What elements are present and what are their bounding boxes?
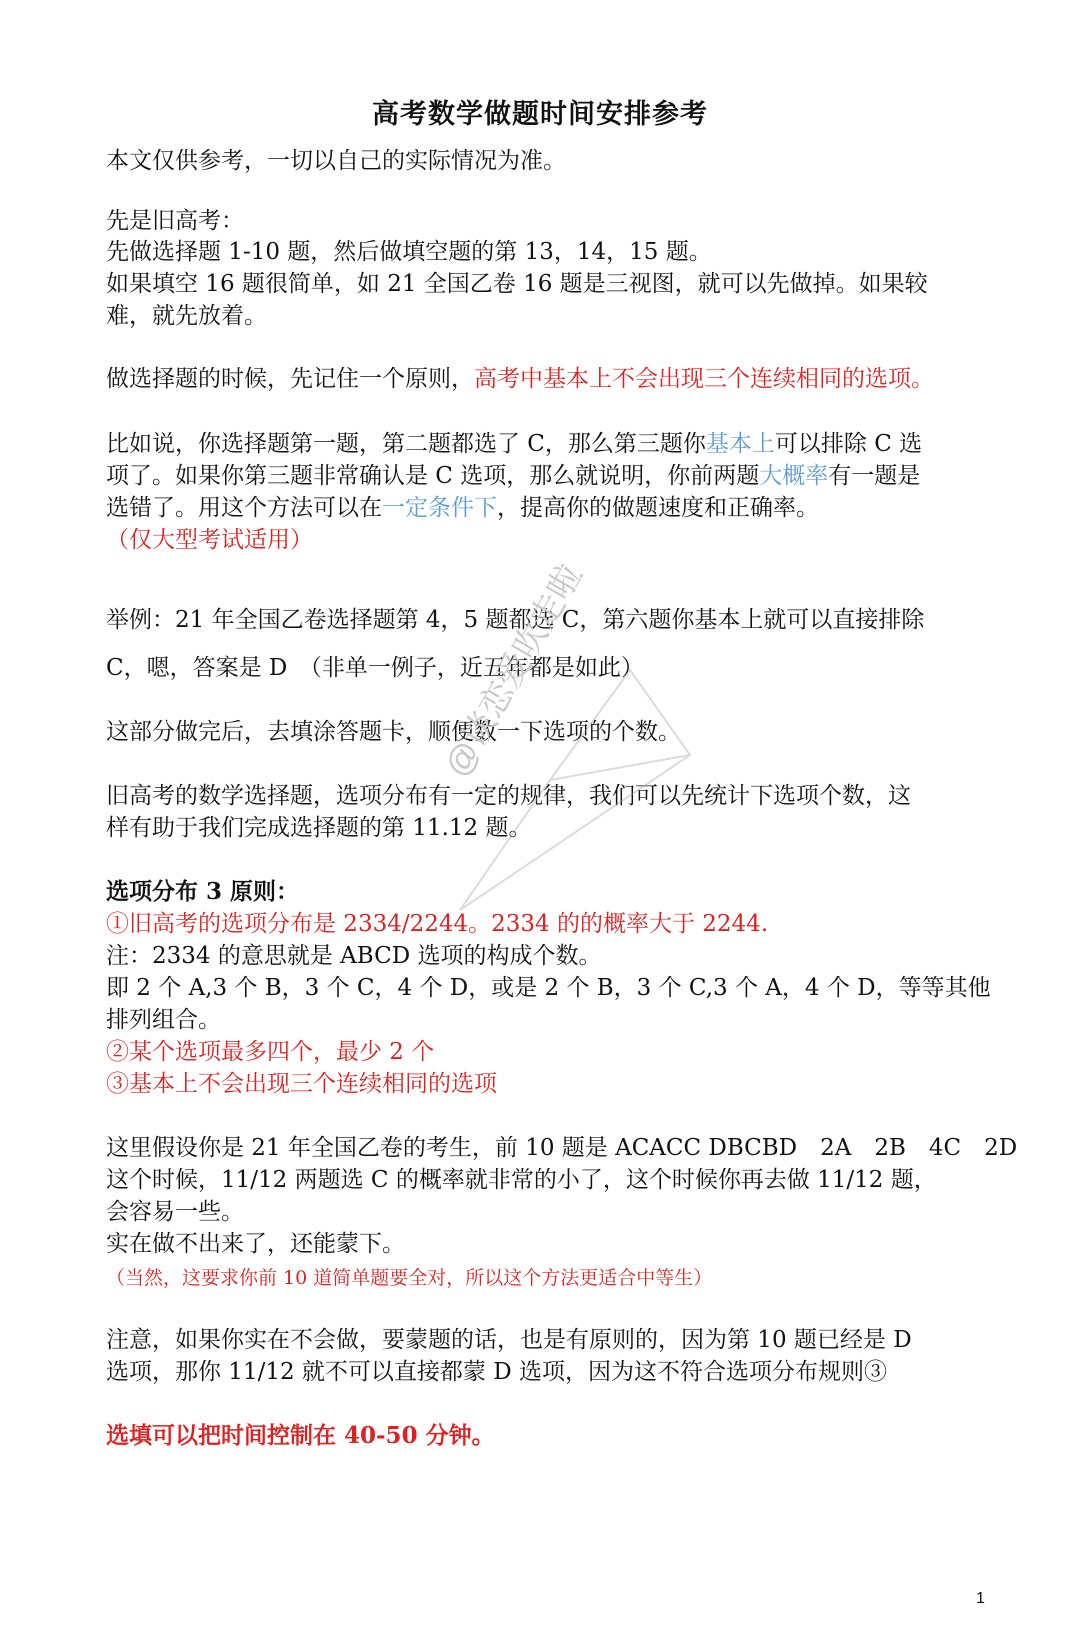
paragraph-8-line-2: 选项，那你 11/12 就不可以直接都蒙 D 选项，因为这不符合选项分布规则③	[106, 1359, 887, 1385]
section-old-heading: 先是旧高考：	[106, 208, 244, 234]
principle-highlight: 高考中基本上不会出现三个连续相同的选项。	[474, 366, 934, 392]
principle-line	[106, 363, 934, 395]
page-number: 1	[976, 1590, 985, 1607]
watermark-text: @谈恋爱吹走啦	[437, 557, 590, 784]
rule-3: ③基本上不会出现三个连续相同的选项	[106, 1071, 497, 1097]
principle-intro: 做选择题的时候，先记住一个原则，	[106, 366, 474, 392]
paragraph-6-line-1: 旧高考的数学选择题，选项分布有一定的规律，我们可以先统计下选项个数，这	[106, 783, 911, 809]
paragraph-7-note: （当然，这要求你前 10 道简单题要全对，所以这个方法更适合中等生）	[106, 1267, 713, 1289]
intro-text: 本文仅供参考，一切以自己的实际情况为准。	[106, 148, 566, 174]
paragraph-5: 这部分做完后，去填涂答题卡，顺便数一下选项的个数。	[106, 719, 681, 745]
p4-l2-text-b: 有一题是	[828, 463, 921, 489]
p4-l3-highlight: 一定条件下	[382, 495, 497, 521]
p4-l3-text-b: ，提高你的做题速度和正确率。	[497, 495, 819, 521]
paragraph-8-line-1: 注意，如果你实在不会做，要蒙题的话，也是有原则的，因为第 10 题已经是 D	[106, 1327, 912, 1353]
example-line-1: 举例：21 年全国乙卷选择题第 4，5 题都选 C，第六题你基本上就可以直接排除	[106, 607, 925, 633]
paragraph-4-line-2	[106, 460, 920, 492]
paragraph-7-line-4: 实在做不出来了，还能蒙下。	[106, 1231, 405, 1257]
paragraph-7-line-2: 这个时候，11/12 两题选 C 的概率就非常的小了，这个时候你再去做 11/12 题，	[106, 1167, 937, 1193]
p4-l2-text-a: 项了。如果你第三题非常确认是 C 选项，那么就说明，你前两题	[106, 463, 760, 489]
note-2-line-2: 排列组合。	[106, 1007, 221, 1033]
p4-l1-text-b: 可以排除 C 选	[774, 431, 923, 457]
paragraph-6-line-2: 样有助于我们完成选择题的第 11.12 题。	[106, 815, 532, 841]
p4-l1-text-a: 比如说，你选择题第一题，第二题都选了 C，那么第三题你	[106, 431, 706, 457]
paragraph-4-line-1	[106, 428, 922, 460]
paragraph-4-note: （仅大型考试适用）	[106, 527, 313, 553]
rules-heading: 选项分布 3 原则：	[106, 878, 300, 905]
paragraph-7-line-1: 这里假设你是 21 年全国乙卷的考生，前 10 题是 ACACC DBCBD 2A 2B 4C 2D	[106, 1135, 1018, 1161]
example-line-2: C，嗯，答案是 D （非单一例子，近五年都是如此）	[106, 655, 644, 681]
note-2-line-1: 即 2 个 A,3 个 B，3 个 C，4 个 D，或是 2 个 B，3 个 C,3 个 A，4 个 D，等等其他	[106, 975, 991, 1001]
paragraph-7-line-3: 会容易一些。	[106, 1199, 244, 1225]
p4-l3-text-a: 选错了。用这个方法可以在	[106, 495, 382, 521]
p4-l2-highlight: 大概率	[759, 463, 829, 489]
document-title: 高考数学做题时间安排参考	[372, 99, 708, 130]
p4-l1-highlight: 基本上	[705, 431, 775, 457]
note-1: 注：2334 的意思就是 ABCD 选项的构成个数。	[106, 943, 602, 969]
paragraph-4-line-3	[106, 492, 819, 524]
paragraph-2-line-2: 难，就先放着。	[106, 303, 267, 329]
rule-2: ②某个选项最多四个，最少 2 个	[106, 1039, 435, 1065]
paragraph-1: 先做选择题 1-10 题，然后做填空题的第 13，14，15 题。	[106, 239, 712, 265]
paragraph-2-line-1: 如果填空 16 题很简单，如 21 全国乙卷 16 题是三视图，就可以先做掉。如果较	[106, 271, 928, 297]
final-statement: 选填可以把时间控制在 40-50 分钟。	[106, 1422, 495, 1449]
rule-1: ①旧高考的选项分布是 2334/2244。2334 的的概率大于 2244.	[106, 911, 769, 937]
